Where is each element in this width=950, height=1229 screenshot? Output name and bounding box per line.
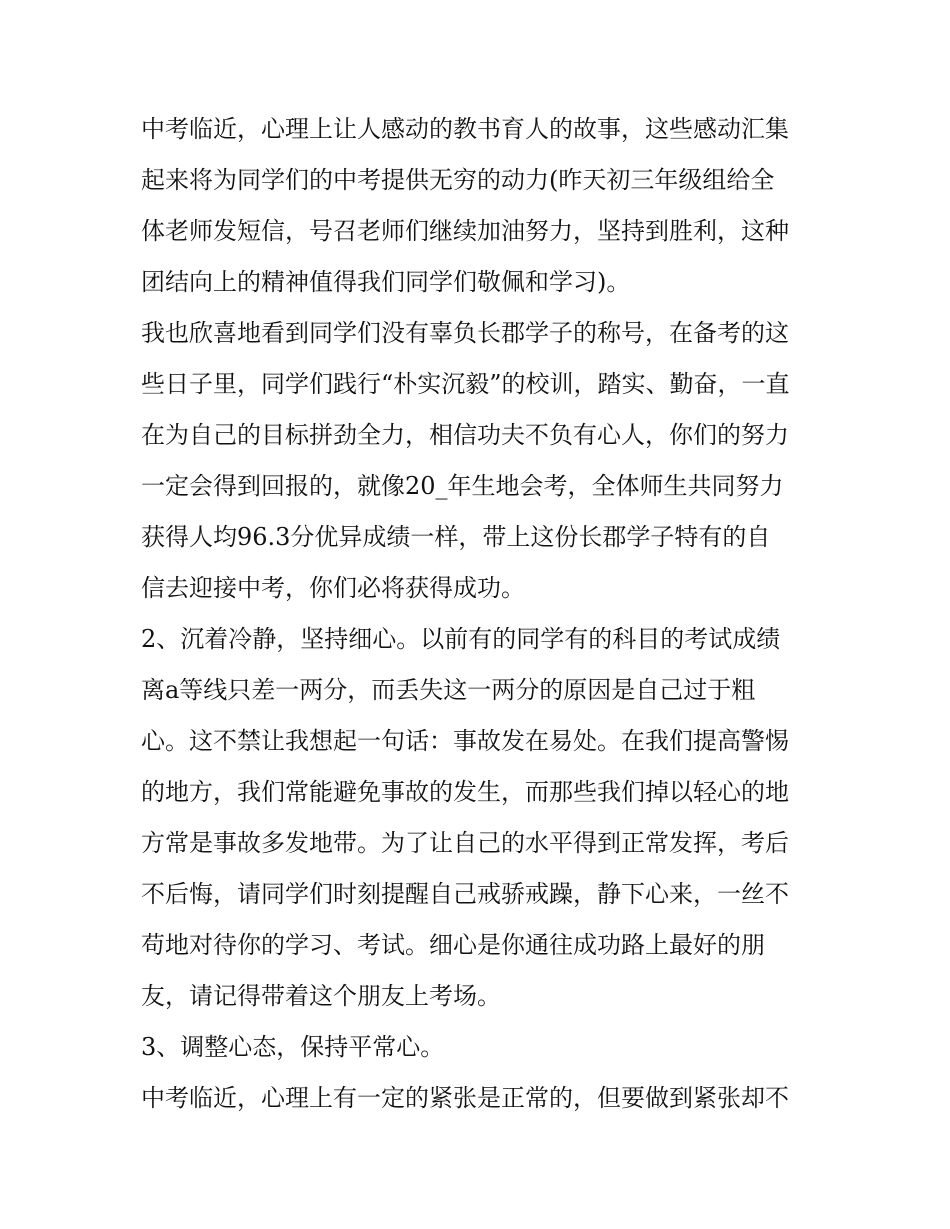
text-line: 友，请记得带着这个朋友上考场。	[141, 982, 501, 1010]
text-line: 中考临近，心理上让人感动的教书育人的故事，这些感动汇集	[141, 115, 789, 143]
text-line: 信去迎接中考，你们必将获得成功。	[141, 574, 525, 602]
text-line: 方常是事故多发地带。为了让自己的水平得到正常发挥，考后	[141, 829, 789, 857]
text-line: 离a等线只差一两分，而丢失这一两分的原因是自己过于粗	[141, 676, 756, 704]
text-line: 团结向上的精神值得我们同学们敬佩和学习)。	[141, 268, 631, 296]
text-line: 起来将为同学们的中考提供无穷的动力(昨天初三年级组给全	[141, 166, 775, 194]
text-line: 不后悔，请同学们时刻提醒自己戒骄戒躁，静下心来，一丝不	[141, 880, 789, 908]
text-line: 苟地对待你的学习、考试。细心是你通往成功路上最好的朋	[141, 931, 765, 959]
text-line: 我也欣喜地看到同学们没有辜负长郡学子的称号，在备考的这	[141, 319, 789, 347]
text-line: 一定会得到回报的，就像20_年生地会考，全体师生共同努力	[141, 472, 784, 500]
text-line: 2、沉着冷静，坚持细心。以前有的同学有的科目的考试成绩	[141, 625, 781, 653]
text-line: 体老师发短信，号召老师们继续加油努力，坚持到胜利，这种	[141, 217, 789, 245]
text-line: 3、调整心态，保持平常心。	[141, 1033, 445, 1061]
text-line: 心。这不禁让我想起一句话：事故发在易处。在我们提高警惕	[141, 727, 789, 755]
text-line: 些日子里，同学们践行“朴实沉毅”的校训，踏实、勤奋，一直	[141, 370, 790, 398]
text-line: 的地方，我们常能避免事故的发生，而那些我们掉以轻心的地	[141, 778, 789, 806]
text-line: 获得人均96.3分优异成绩一样，带上这份长郡学子特有的自	[141, 523, 771, 551]
document-body	[141, 104, 821, 1124]
text-line: 在为自己的目标拼劲全力，相信功夫不负有心人，你们的努力	[141, 421, 789, 449]
text-line: 中考临近，心理上有一定的紧张是正常的，但要做到紧张却不	[141, 1084, 789, 1112]
